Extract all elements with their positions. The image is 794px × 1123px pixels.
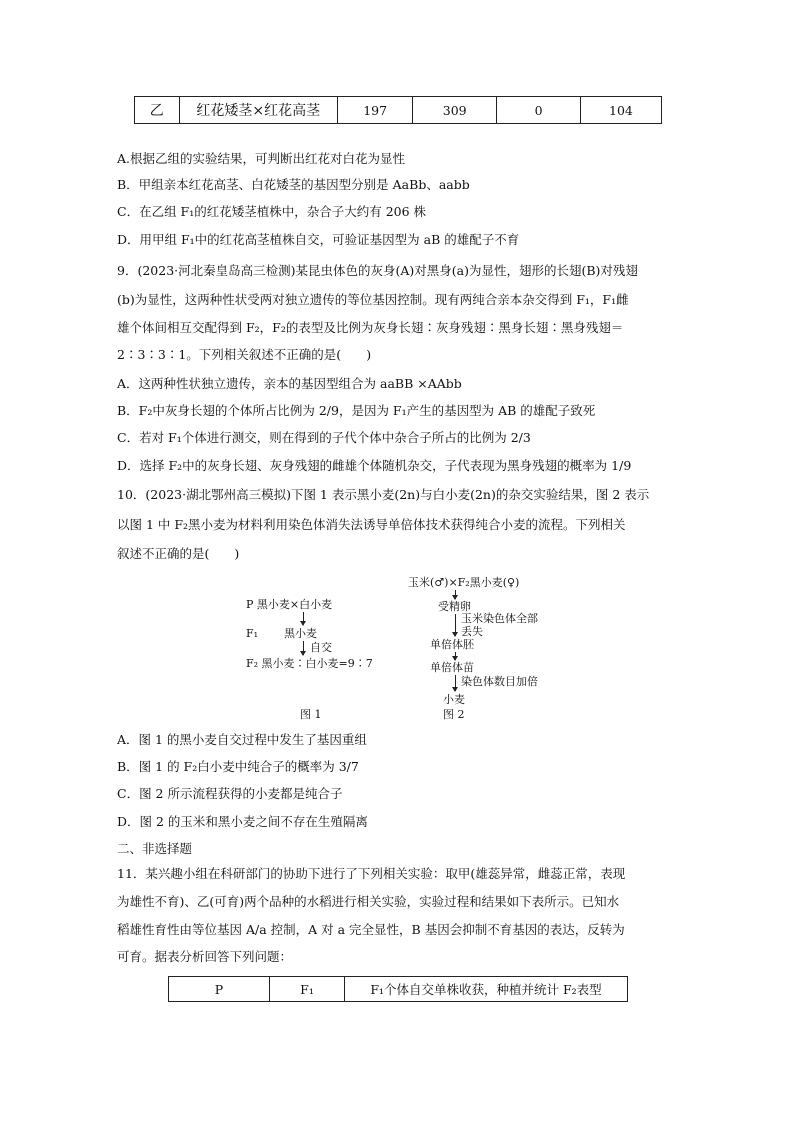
fig1-selfing: 自交	[310, 641, 332, 654]
table-cell: 309	[413, 97, 497, 124]
q9-stem-line: 9．(2023·河北秦皇岛高三检测)某昆虫体色的灰身(A)对黑身(a)为显性，翅形的长翅(B)对残翅	[117, 263, 638, 278]
q9-stem-line: 雄个体间相互交配得到 F₂，F₂的表型及比例为灰身长翅∶灰身残翅∶黑身长翅∶黑身残翅＝	[117, 320, 624, 335]
fig2-wheat: 小麦	[443, 693, 465, 706]
fig1-f2: F₂ 黑小麦∶白小麦=9∶7	[246, 657, 373, 670]
q10-option-d: D．图 2 的玉米和黑小麦之间不存在生殖隔离	[117, 814, 368, 829]
fig2-note-2: 染色体数目加倍	[461, 675, 538, 688]
table-cell: 乙	[135, 97, 180, 124]
q8-option-b: B．甲组亲本红花高茎、白花矮茎的基因型分别是 AaBb、aabb	[117, 177, 470, 192]
table-row	[135, 97, 662, 124]
q8-option-d: D．用甲组 F₁中的红花高茎植株自交，可验证基因型为 aB 的雄配子不育	[117, 232, 520, 247]
q11-stem-line: 可育。据表分析回答下列问题：	[117, 949, 293, 964]
down-arrow-icon	[303, 641, 304, 655]
fig2-zygote: 受精卵	[438, 600, 471, 613]
q11-stem-line: 稻雄性育性由等位基因 A/a 控制，A 对 a 完全显性，B 基因会抑制不育基因的表达，反转为	[117, 922, 625, 937]
q8-option-c: C．在乙组 F₁的红花矮茎植株中，杂合子大约有 206 株	[117, 204, 427, 219]
q10-option-c: C．图 2 所示流程获得的小麦都是纯合子	[117, 786, 343, 801]
fig2-caption: 图 2	[443, 708, 465, 721]
fig2-note-1a: 玉米染色体全部	[461, 612, 538, 625]
fig1-f1-label: F₁	[246, 627, 259, 640]
q10-stem-line: 10．(2023·湖北鄂州高三模拟)下图 1 表示黑小麦(2n)与白小麦(2n)的杂交实验结果，图 2 表示	[117, 487, 650, 502]
fig1-f1: 黑小麦	[284, 627, 317, 640]
q10-option-b: B．图 1 的 F₂白小麦中纯合子的概率为 3/7	[117, 759, 359, 774]
q11-stem-line: 为雄性不育)、乙(可育)两个品种的水稻进行相关实验，实验过程和结果如下表所示。已知水	[117, 894, 620, 909]
q11-stem-line: 11．某兴趣小组在科研部门的协助下进行了下列相关实验：取甲(雄蕊异常，雌蕊正常，表现	[117, 866, 626, 881]
down-arrow-icon	[455, 675, 456, 691]
fig1-parents: P 黑小麦×白小麦	[246, 598, 333, 611]
q9-stem-line: (b)为显性，这两种性状受两对独立遗传的等位基因控制。现有两纯合亲本杂交得到 F₁，F₁雌	[117, 292, 629, 307]
fig2-note-1b: 丢失	[461, 625, 483, 638]
table-header-cell: P	[169, 977, 270, 1002]
down-arrow-icon	[303, 612, 304, 625]
table-header-row	[169, 977, 628, 1002]
down-arrow-icon	[455, 652, 456, 660]
q11-table	[168, 976, 628, 1002]
q9-option-c: C．若对 F₁个体进行测交，则在得到的子代个体中杂合子所占的比例为 2/3	[117, 430, 531, 445]
table-cell: 红花矮茎×红花高茎	[179, 97, 338, 124]
table-cell: 0	[497, 97, 581, 124]
table-cell: 197	[338, 97, 413, 124]
q8-option-a: A.根据乙组的实验结果，可判断出红花对白花为显性	[117, 151, 406, 166]
fig2-cross: 玉米(♂)×F₂黑小麦(♀)	[408, 576, 520, 589]
q10-option-a: A．图 1 的黑小麦自交过程中发生了基因重组	[117, 732, 367, 747]
fig1-caption: 图 1	[300, 708, 322, 721]
table-cell: 104	[580, 97, 661, 124]
fig2-haploid-embryo: 单倍体胚	[430, 638, 474, 651]
q10-stem-line: 叙述不正确的是( )	[117, 546, 240, 561]
q9-option-b: B．F₂中灰身长翅的个体所占比例为 2/9，是因为 F₁产生的基因型为 AB 的雄配子致死	[117, 403, 596, 418]
q10-stem-line: 以图 1 中 F₂黑小麦为材料利用染色体消失法诱导单倍体技术获得纯合小麦的流程。下列相关	[117, 517, 626, 532]
q9-option-d: D．选择 F₂中的灰身长翅、灰身残翅的雌雄个体随机杂交，子代表现为黑身残翅的概率为 1/9	[117, 458, 632, 473]
down-arrow-icon	[455, 590, 456, 599]
down-arrow-icon	[455, 614, 456, 636]
table-header-cell: F₁	[270, 977, 345, 1002]
section-title: 二、非选择题	[117, 841, 193, 856]
q9-stem-line: 2∶3∶3∶1。下列相关叙述不正确的是( )	[117, 347, 372, 362]
fig2-haploid-seedling: 单倍体苗	[430, 661, 474, 674]
q9-option-a: A．这两种性状独立遗传，亲本的基因型组合为 aaBB ×AAbb	[117, 376, 462, 391]
table-header-cell: F₁个体自交单株收获，种植并统计 F₂表型	[345, 977, 628, 1002]
result-table-top	[134, 96, 662, 124]
